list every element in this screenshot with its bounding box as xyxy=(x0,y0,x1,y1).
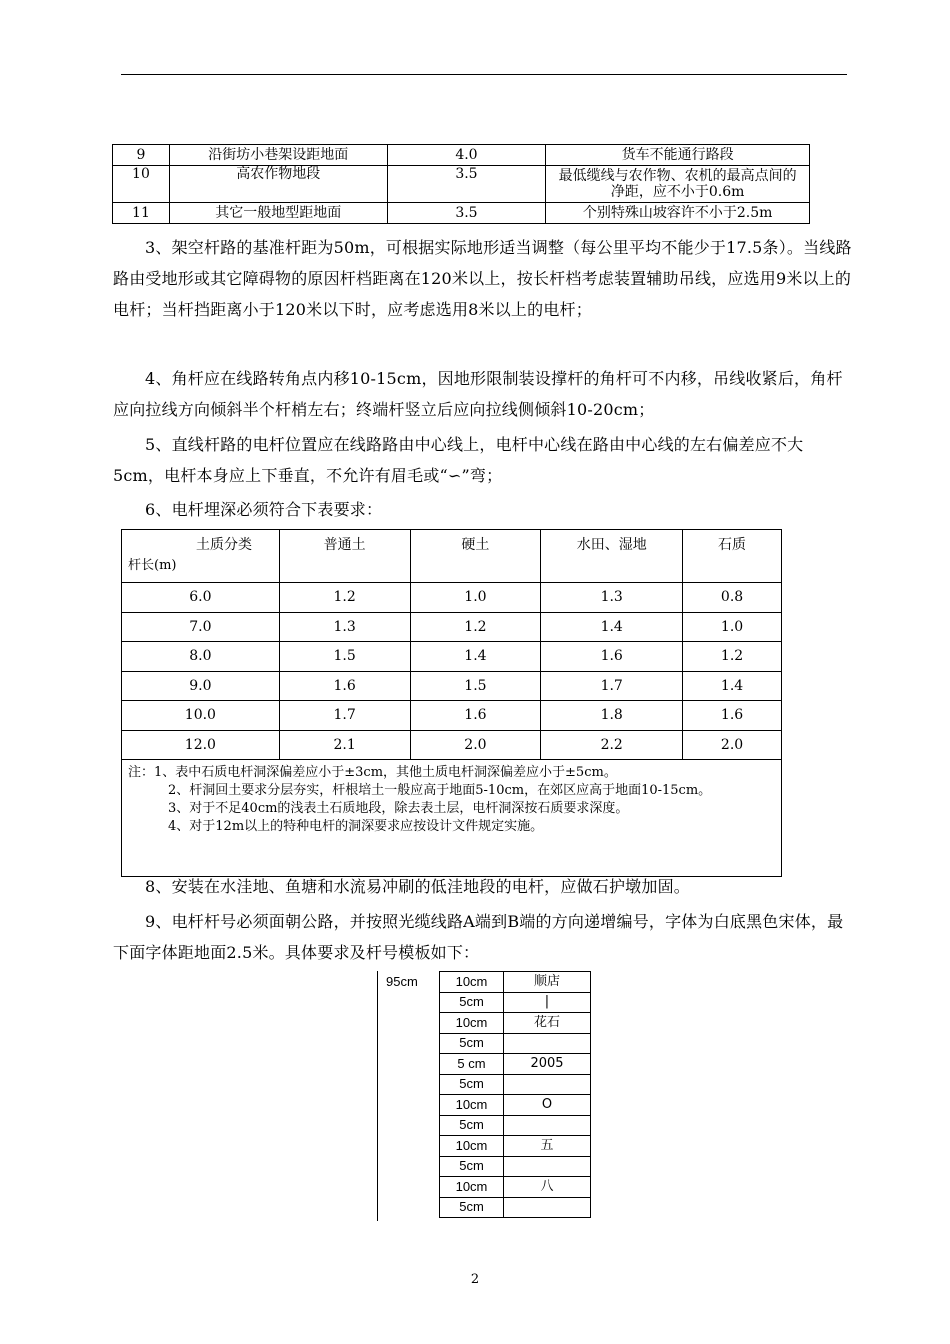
table-row xyxy=(122,642,782,672)
template-row xyxy=(440,1156,591,1177)
header-soil-type: 土质分类 xyxy=(196,537,252,553)
row-number: 9 xyxy=(113,145,170,166)
template-row xyxy=(440,1115,591,1136)
template-size: 5cm xyxy=(440,1033,504,1054)
pole-length: 9.0 xyxy=(122,671,280,701)
column-header: 水田、湿地 xyxy=(541,530,683,583)
pole-length: 10.0 xyxy=(122,701,280,731)
row-note: 货车不能通行路段 xyxy=(546,145,810,166)
paragraph-4: 4、角杆应在线路转角点内移10-15cm，因地形限制装设撑杆的角杆可不内移，吊线收紧后，角杆应向拉线方向倾斜半个杆梢左右；终端杆竖立后应向拉线侧倾斜10-20cm； xyxy=(113,369,843,419)
note-line: 2、杆洞回土要求分层夯实，杆根培土一般应高于地面5-10cm，在郊区应高于地面10-15cm。 xyxy=(168,783,712,798)
note-line: 注：1、表中石质电杆洞深偏差应小于±3cm，其他土质电杆洞深偏差应小于±5cm。 xyxy=(128,765,617,780)
template-height-bar xyxy=(377,971,378,1221)
page-number: 2 xyxy=(470,1272,480,1287)
template-size: 5cm xyxy=(440,992,504,1013)
table-row xyxy=(122,671,782,701)
template-row xyxy=(440,992,591,1013)
row-note: 最低缆线与农作物、农机的最高点间的净距，应不小于0.6m xyxy=(546,166,810,203)
row-value: 4.0 xyxy=(387,145,546,166)
depth-cell: 1.6 xyxy=(541,642,683,672)
row-number: 11 xyxy=(113,203,170,224)
template-text: 顺店 xyxy=(504,972,591,993)
table-row xyxy=(122,583,782,613)
pole-length: 8.0 xyxy=(122,642,280,672)
paragraph-5: 5、直线杆路的电杆位置应在线路路由中心线上，电杆中心线在路由中心线的左右偏差应不大5cm，电杆本身应上下垂直，不允许有眉毛或“∽”弯； xyxy=(113,435,804,485)
paragraph-8: 8、安装在水洼地、鱼塘和水流易冲刷的低洼地段的电杆，应做石护墩加固。 xyxy=(145,877,690,896)
paragraph-6: 6、电杆埋深必须符合下表要求： xyxy=(145,500,383,519)
depth-cell: 1.6 xyxy=(683,701,782,731)
table-row xyxy=(122,730,782,760)
column-header: 石质 xyxy=(683,530,782,583)
template-row xyxy=(440,1074,591,1095)
depth-cell: 2.0 xyxy=(683,730,782,760)
template-row xyxy=(440,1095,591,1116)
table-row xyxy=(122,612,782,642)
template-row xyxy=(440,1033,591,1054)
template-size: 5cm xyxy=(440,1074,504,1095)
row-item: 沿街坊小巷架设距地面 xyxy=(169,145,387,166)
depth-cell: 1.5 xyxy=(410,671,541,701)
template-text: 花石 xyxy=(504,1013,591,1034)
table-row xyxy=(122,701,782,731)
template-row xyxy=(440,1177,591,1198)
note-line: 4、对于12m以上的特种电杆的洞深要求应按设计文件规定实施。 xyxy=(168,819,544,834)
pole-length: 12.0 xyxy=(122,730,280,760)
depth-cell: 1.4 xyxy=(683,671,782,701)
paragraph-9: 9、电杆杆号必须面朝公路，并按照光缆线路A端到B端的方向递增编号，字体为白底黑色宋体，最下面字体距地面2.5米。具体要求及杆号模板如下： xyxy=(113,912,844,962)
template-text: | xyxy=(504,992,591,1013)
depth-cell: 2.0 xyxy=(410,730,541,760)
table-row xyxy=(113,145,810,166)
template-size: 10cm xyxy=(440,1095,504,1116)
table-row xyxy=(113,166,810,203)
template-row xyxy=(440,1054,591,1075)
template-text xyxy=(504,1156,591,1177)
row-value: 3.5 xyxy=(387,166,546,203)
depth-cell: 1.3 xyxy=(279,612,410,642)
template-text xyxy=(504,1115,591,1136)
template-text: 八 xyxy=(504,1177,591,1198)
row-number: 10 xyxy=(113,166,170,203)
depth-cell: 1.7 xyxy=(541,671,683,701)
template-size: 10cm xyxy=(440,1177,504,1198)
depth-cell: 1.6 xyxy=(410,701,541,731)
template-text: 五 xyxy=(504,1136,591,1157)
depth-cell: 1.8 xyxy=(541,701,683,731)
depth-cell: 1.2 xyxy=(279,583,410,613)
diagonal-header xyxy=(122,530,280,583)
row-note: 个别特殊山坡容许不小于2.5m xyxy=(546,203,810,224)
template-text xyxy=(504,1074,591,1095)
template-size: 5cm xyxy=(440,1115,504,1136)
row-item: 其它一般地型距地面 xyxy=(169,203,387,224)
pole-number-template xyxy=(439,971,591,1218)
paragraph-3: 3、架空杆路的基准杆距为50m，可根据实际地形适当调整（每公里平均不能少于17.5条）。当线路路由受地形或其它障碍物的原因杆档距离在120米以上，按长杆档考虑装置辅助吊线，应选用9米以上的电杆；当杆挡距离小于120米以下时，应考虑选用8米以上的电杆； xyxy=(113,238,852,319)
template-size: 10cm xyxy=(440,972,504,993)
template-text: 2005 xyxy=(504,1054,591,1075)
column-header: 硬土 xyxy=(410,530,541,583)
template-row xyxy=(440,972,591,993)
burial-depth-table xyxy=(121,529,782,877)
depth-cell: 1.2 xyxy=(683,642,782,672)
template-size: 5cm xyxy=(440,1197,504,1218)
depth-cell: 0.8 xyxy=(683,583,782,613)
depth-cell: 1.6 xyxy=(279,671,410,701)
row-value: 3.5 xyxy=(387,203,546,224)
pole-length: 6.0 xyxy=(122,583,280,613)
depth-cell: 1.0 xyxy=(683,612,782,642)
template-size: 10cm xyxy=(440,1013,504,1034)
depth-cell: 1.0 xyxy=(410,583,541,613)
table-notes xyxy=(122,760,782,877)
row-item: 高农作物地段 xyxy=(169,166,387,203)
depth-cell: 1.4 xyxy=(410,642,541,672)
template-row xyxy=(440,1197,591,1218)
clearance-table xyxy=(112,144,810,224)
pole-length: 7.0 xyxy=(122,612,280,642)
header-pole-length: 杆长(m) xyxy=(128,558,177,573)
depth-cell: 1.7 xyxy=(279,701,410,731)
template-text xyxy=(504,1033,591,1054)
table-header-row xyxy=(122,530,782,583)
column-header: 普通土 xyxy=(279,530,410,583)
notes-row xyxy=(122,760,782,877)
depth-cell: 1.5 xyxy=(279,642,410,672)
depth-cell: 1.3 xyxy=(541,583,683,613)
table-row xyxy=(113,203,810,224)
depth-cell: 1.4 xyxy=(541,612,683,642)
template-text xyxy=(504,1197,591,1218)
template-row xyxy=(440,1013,591,1034)
depth-cell: 2.1 xyxy=(279,730,410,760)
note-line: 3、对于不足40cm的浅表土石质地段，除去表土层，电杆洞深按石质要求深度。 xyxy=(168,801,629,816)
template-total-height: 95cm xyxy=(386,974,418,989)
template-row xyxy=(440,1136,591,1157)
template-size: 5 cm xyxy=(440,1054,504,1075)
template-size: 5cm xyxy=(440,1156,504,1177)
template-text: O xyxy=(504,1095,591,1116)
depth-cell: 2.2 xyxy=(541,730,683,760)
template-size: 10cm xyxy=(440,1136,504,1157)
header-rule xyxy=(121,74,847,75)
depth-cell: 1.2 xyxy=(410,612,541,642)
